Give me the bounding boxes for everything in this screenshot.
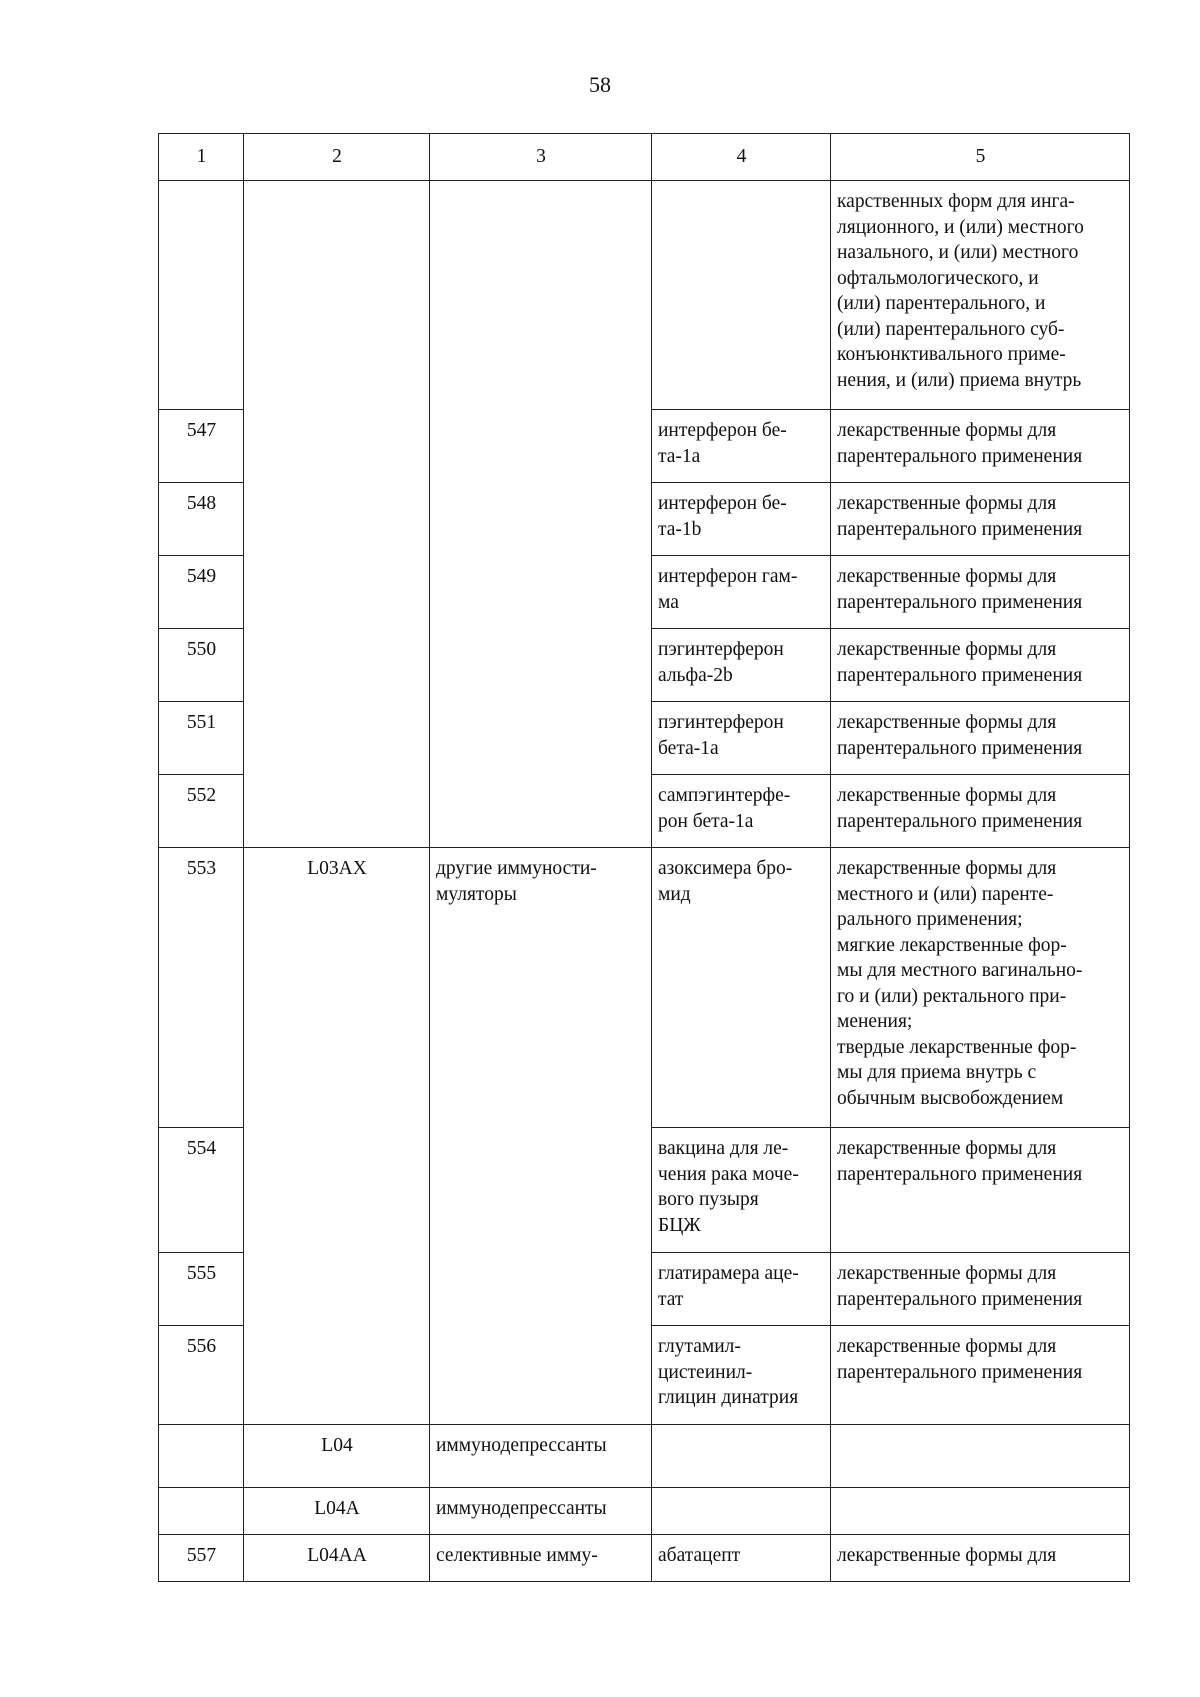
cell-number: 552 (159, 775, 244, 848)
cell-number: 550 (159, 629, 244, 702)
cell-number (159, 181, 244, 410)
cell-number: 547 (159, 410, 244, 483)
cell-substance: пэгинтерферон бета-1a (652, 702, 831, 775)
column-header: 5 (831, 134, 1130, 181)
cell-form (831, 1425, 1130, 1488)
cell-number: 549 (159, 556, 244, 629)
cell-code (244, 181, 430, 848)
cell-substance: интерферон бе- та-1b (652, 483, 831, 556)
cell-substance (652, 1425, 831, 1488)
cell-number: 554 (159, 1128, 244, 1253)
drug-table (158, 133, 1130, 1582)
table-row (159, 1535, 1130, 1582)
table-row (159, 1488, 1130, 1535)
cell-number (159, 1425, 244, 1488)
column-header: 3 (430, 134, 652, 181)
cell-form: лекарственные формы для парентерального применения (831, 410, 1130, 483)
cell-number: 551 (159, 702, 244, 775)
cell-number (159, 1488, 244, 1535)
table-row (159, 1425, 1130, 1488)
cell-form (831, 1488, 1130, 1535)
cell-group: селективные имму- (430, 1535, 652, 1582)
cell-code: L04A (244, 1488, 430, 1535)
page-number: 58 (589, 72, 611, 97)
cell-substance: глутамил- цистеинил- глицин динатрия (652, 1326, 831, 1425)
cell-form: лекарственные формы для парентерального применения (831, 1128, 1130, 1253)
cell-number: 557 (159, 1535, 244, 1582)
column-header: 1 (159, 134, 244, 181)
cell-form: лекарственные формы для парентерального применения (831, 702, 1130, 775)
cell-group (430, 181, 652, 848)
cell-substance: сампэгинтерфе- рон бета-1a (652, 775, 831, 848)
cell-form: лекарственные формы для (831, 1535, 1130, 1582)
cell-form: карственных форм для инга- ляционного, и (или) местного назального, и (или) местного офтальмологического, и (или) парентерального, и (или) парентерального суб- конъюнктивального приме- нения, и (или) приема внутрь (831, 181, 1130, 410)
cell-code: L04 (244, 1425, 430, 1488)
cell-substance (652, 1488, 831, 1535)
column-header: 4 (652, 134, 831, 181)
table-row (159, 181, 1130, 410)
cell-form: лекарственные формы для парентерального применения (831, 775, 1130, 848)
cell-number: 555 (159, 1253, 244, 1326)
cell-number: 548 (159, 483, 244, 556)
cell-substance: пэгинтерферон альфа-2b (652, 629, 831, 702)
cell-substance (652, 181, 831, 410)
cell-code: L04AA (244, 1535, 430, 1582)
cell-form: лекарственные формы для парентерального применения (831, 629, 1130, 702)
table-row (159, 848, 1130, 1128)
cell-form: лекарственные формы для парентерального применения (831, 1326, 1130, 1425)
cell-group: иммунодепрессанты (430, 1488, 652, 1535)
cell-form: лекарственные формы для местного и (или) паренте- рального применения; мягкие лекарственные фор- мы для местного вагинально- го и (или) ректального при- менения; твердые лекарственные фор- мы для приема внутрь с обычным высвобождением (831, 848, 1130, 1128)
cell-group: другие иммуности- муляторы (430, 848, 652, 1425)
cell-number: 556 (159, 1326, 244, 1425)
cell-number: 553 (159, 848, 244, 1128)
cell-form: лекарственные формы для парентерального применения (831, 556, 1130, 629)
cell-substance: азоксимера бро- мид (652, 848, 831, 1128)
cell-substance: абатацепт (652, 1535, 831, 1582)
column-header: 2 (244, 134, 430, 181)
cell-substance: интерферон бе- та-1a (652, 410, 831, 483)
cell-substance: вакцина для ле- чения рака моче- вого пузыря БЦЖ (652, 1128, 831, 1253)
table-header-row (159, 134, 1130, 181)
cell-form: лекарственные формы для парентерального применения (831, 483, 1130, 556)
cell-code: L03AX (244, 848, 430, 1425)
cell-substance: глатирамера аце- тат (652, 1253, 831, 1326)
cell-group: иммунодепрессанты (430, 1425, 652, 1488)
cell-substance: интерферон гам- ма (652, 556, 831, 629)
cell-form: лекарственные формы для парентерального применения (831, 1253, 1130, 1326)
